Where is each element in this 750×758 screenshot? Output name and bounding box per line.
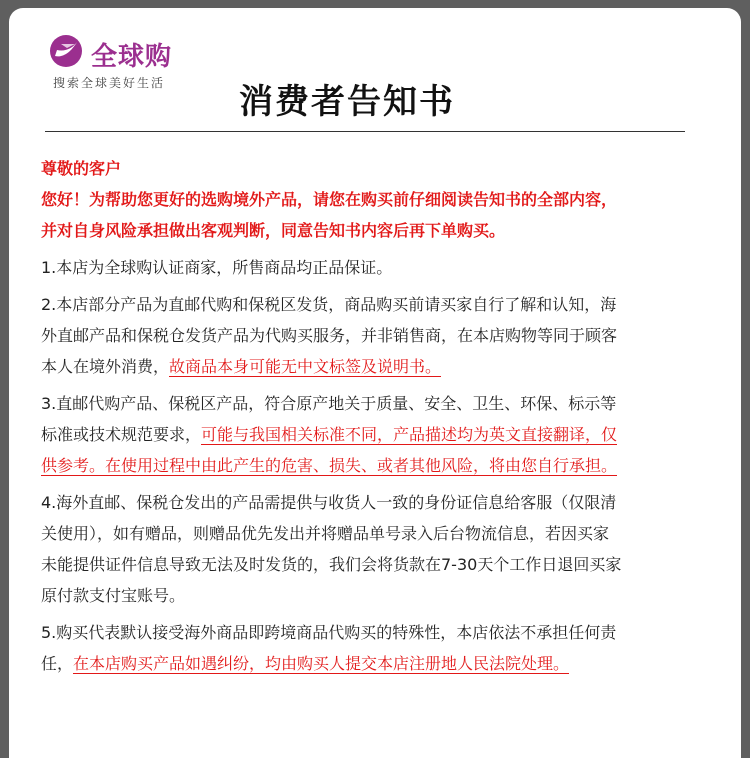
item-5-line-1: 5.购买代表默认接受海外商品即跨境商品代购买的特殊性，本店依法不承担任何责 xyxy=(41,623,617,642)
item-2-warning: 故商品本身可能无中文标签及说明书。 xyxy=(169,357,442,376)
item-1-line-1: 1.本店为全球购认证商家，所售商品均正品保证。 xyxy=(41,258,393,277)
item-2-line-3 xyxy=(41,351,721,382)
greeting-line-2: 并对自身风险承担做出客观判断，同意告知书内容后再下单购买。 xyxy=(41,221,506,240)
item-4-line-1: 4.海外直邮、保税仓发出的产品需提供与收货人一致的身份证信息给客服（仅限清 xyxy=(41,493,617,512)
item-3-line-1: 3.直邮代购产品、保税区产品，符合原产地关于质量、安全、卫生、环保、标示等 xyxy=(41,394,617,413)
greeting-line-1: 您好！为帮助您更好的选购境外产品，请您在购买前仔细阅读告知书的全部内容， xyxy=(41,190,618,209)
item-3-line-2-text: 标准或技术规范要求， xyxy=(41,425,202,444)
notice-card xyxy=(9,8,741,758)
item-3-line-3 xyxy=(41,450,721,481)
item-5-warning: 在本店购买产品如遇纠纷，均由购买人提交本店注册地人民法院处理。 xyxy=(73,654,570,673)
brand-name: 全球购 xyxy=(91,42,173,72)
notice-body xyxy=(41,153,721,679)
item-3-warning-1: 可能与我国相关标准不同，产品描述均为英文直接翻译，仅 xyxy=(201,425,618,444)
item-3-line-2 xyxy=(41,419,721,450)
item-5-line-2-text: 任， xyxy=(41,654,74,673)
brand-logo-icon xyxy=(49,34,83,68)
item-2-line-2: 外直邮产品和保税仓发货产品为代购买服务，并非销售商，在本店购物等同于顾客 xyxy=(41,326,618,345)
greeting-salutation: 尊敬的客户 xyxy=(41,159,122,178)
item-2-line-3-text: 本人在境外消费， xyxy=(41,357,170,376)
item-4-line-3: 未能提供证件信息导致无法及时发货的，我们会将货款在7-30天个工作日退回买家 xyxy=(41,555,622,574)
item-4-line-2: 关使用），如有赠品，则赠品优先发出并将赠品单号录入后台物流信息，若因买家 xyxy=(41,524,610,543)
title-divider xyxy=(45,131,685,132)
item-3-warning-2: 供参考。在使用过程中由此产生的危害、损失、或者其他风险，将由您自行承担。 xyxy=(41,456,618,475)
brand-slogan: 搜索全球美好生活 xyxy=(53,76,166,90)
item-2-line-1: 2.本店部分产品为直邮代购和保税区发货，商品购买前请买家自行了解和认知，海 xyxy=(41,295,617,314)
page-title: 消费者告知书 xyxy=(239,82,455,122)
brand-logo xyxy=(49,34,219,96)
item-5-line-2 xyxy=(41,648,721,679)
item-4-line-4: 原付款支付宝账号。 xyxy=(41,586,186,605)
